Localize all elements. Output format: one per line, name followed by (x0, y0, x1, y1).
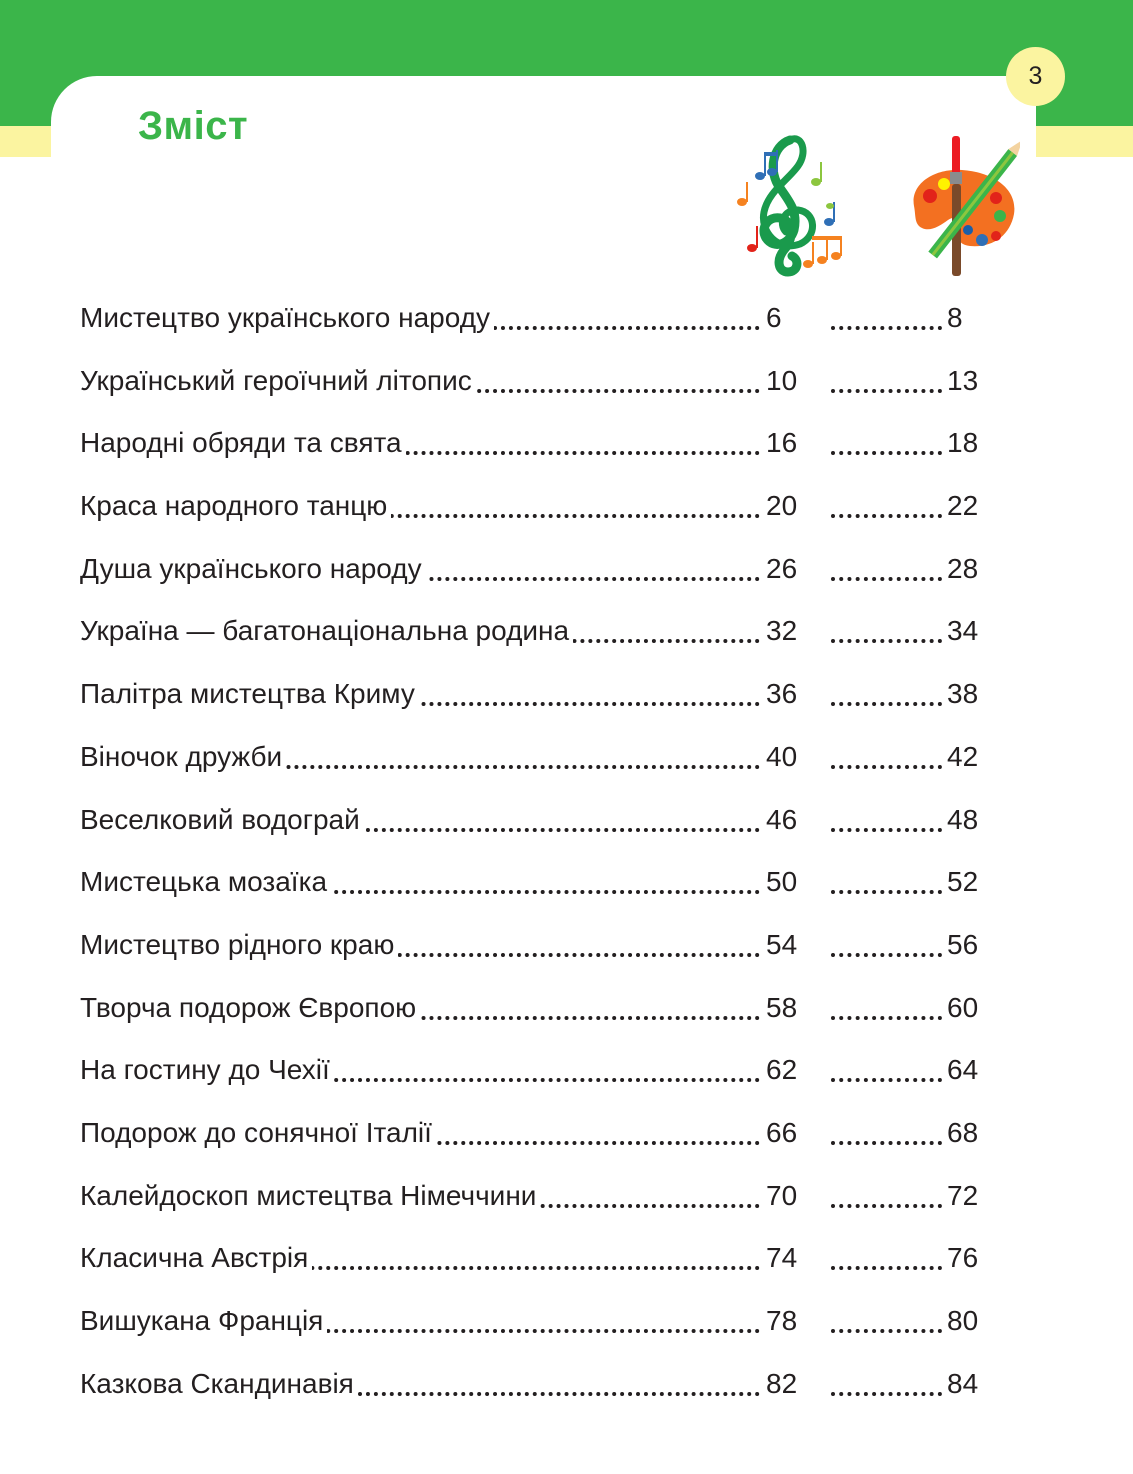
toc-row (80, 1295, 1010, 1358)
art-page-number: 8 (947, 302, 963, 333)
treble-clef-notes-icon (728, 132, 846, 280)
toc-entry-title: Подорож до сонячної Італії (80, 1107, 436, 1159)
table-of-contents (80, 292, 1010, 1420)
music-page-number: 20 (766, 490, 798, 522)
toc-entry-title: Мистецтво українського народу (80, 292, 494, 344)
music-page-number: 74 (766, 1242, 798, 1274)
toc-entry-title: Душа українського народу (80, 543, 426, 595)
dot-leader (831, 953, 942, 957)
art-page-number: 76 (947, 1242, 979, 1274)
dot-leader (831, 1329, 942, 1333)
page-title: Зміст (138, 104, 249, 148)
toc-row (80, 982, 1010, 1045)
art-page-number: 28 (947, 552, 979, 584)
music-page-number: 6 (766, 302, 782, 333)
art-page-number: 13 (947, 364, 979, 396)
dot-leader (831, 514, 942, 518)
music-page-number: 62 (766, 1054, 798, 1086)
dot-leader (831, 1078, 942, 1082)
toc-entry-title: Палітра мистецтва Криму (80, 668, 419, 720)
toc-entry-title: Вишукана Франція (80, 1295, 327, 1347)
dot-leader (831, 828, 942, 832)
toc-row (80, 1232, 1010, 1295)
art-page-number: 18 (947, 427, 979, 459)
art-page-number: 80 (947, 1305, 979, 1336)
toc-entry-title: Калейдоскоп мистецтва Німеччини (80, 1170, 540, 1222)
toc-row (80, 605, 1010, 668)
music-page-number: 78 (766, 1305, 798, 1336)
toc-entry-title: Український героїчний літопис (80, 355, 476, 407)
toc-row (80, 417, 1010, 480)
art-page-number: 64 (947, 1054, 979, 1086)
dot-leader (831, 1266, 942, 1270)
dot-leader (831, 765, 942, 769)
toc-entry-title: Творча подорож Європою (80, 982, 420, 1034)
art-page-number: 42 (947, 740, 979, 772)
toc-row (80, 543, 1010, 606)
toc-entry-title: Віночок дружби (80, 731, 286, 783)
art-page-number: 60 (947, 991, 979, 1023)
toc-row (80, 794, 1010, 857)
toc-entry-title: Казкова Скандинавія (80, 1358, 358, 1410)
dot-leader (831, 1141, 942, 1145)
dot-leader (831, 389, 942, 393)
dot-leader (831, 326, 942, 330)
toc-entry-title: Краса народного танцю (80, 480, 391, 532)
header-accent-right (1030, 126, 1133, 157)
toc-row (80, 355, 1010, 418)
dot-leader (831, 702, 942, 706)
toc-row (80, 1358, 1010, 1421)
toc-row (80, 480, 1010, 543)
dot-leader (831, 639, 942, 643)
toc-row (80, 668, 1010, 731)
music-page-number: 50 (766, 866, 798, 898)
toc-row (80, 292, 1010, 355)
music-page-number: 70 (766, 1179, 798, 1211)
art-page-number: 68 (947, 1116, 979, 1148)
art-page-number: 48 (947, 803, 979, 835)
toc-row (80, 731, 1010, 794)
music-page-number: 40 (766, 740, 798, 772)
toc-entry-title: На гостину до Чехії (80, 1044, 334, 1096)
dot-leader (831, 1392, 942, 1396)
art-page-number: 72 (947, 1179, 979, 1211)
art-page-number: 22 (947, 490, 979, 522)
dot-leader (831, 577, 942, 581)
toc-row (80, 919, 1010, 982)
music-page-number: 26 (766, 552, 798, 584)
toc-row (80, 1107, 1010, 1170)
dot-leader (831, 1204, 942, 1208)
dot-leader (831, 451, 942, 455)
dot-leader (831, 1016, 942, 1020)
music-page-number: 54 (766, 928, 798, 960)
art-page-number: 34 (947, 615, 979, 647)
toc-entry-title: Україна — багатонаціональна родина (80, 605, 573, 657)
art-page-number: 84 (947, 1367, 979, 1399)
music-page-number: 46 (766, 803, 798, 835)
dot-leader (831, 890, 942, 894)
toc-row (80, 1170, 1010, 1233)
toc-row (80, 856, 1010, 919)
toc-row (80, 1044, 1010, 1107)
art-page-number: 56 (947, 928, 979, 960)
music-page-number: 66 (766, 1116, 798, 1148)
toc-entry-title: Мистецтво рідного краю (80, 919, 398, 971)
art-page-number: 38 (947, 678, 979, 710)
toc-entry-title: Мистецька мозаїка (80, 856, 331, 908)
palette-brush-pencil-icon (900, 128, 1020, 280)
music-page-number: 82 (766, 1367, 798, 1399)
music-page-number: 58 (766, 991, 798, 1023)
music-page-number: 36 (766, 678, 798, 710)
art-page-number: 52 (947, 866, 979, 898)
music-page-number: 32 (766, 615, 798, 647)
music-page-number: 10 (766, 364, 798, 396)
toc-entry-title: Класична Австрія (80, 1232, 312, 1284)
toc-entry-title: Веселковий водограй (80, 794, 364, 846)
page-number: 3 (1006, 47, 1065, 106)
music-page-number: 16 (766, 427, 798, 459)
toc-entry-title: Народні обряди та свята (80, 417, 406, 469)
